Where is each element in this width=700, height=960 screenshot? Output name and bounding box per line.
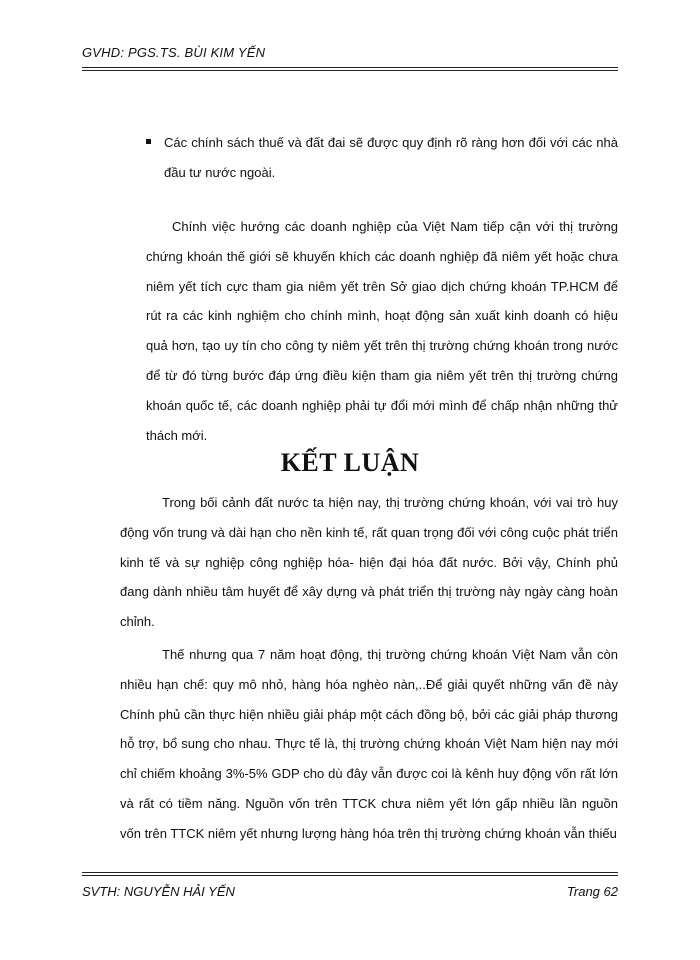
page-header: GVHD: PGS.TS. BÙI KIM YẾN [82, 45, 266, 60]
footer-rule-inner [82, 875, 618, 876]
footer-rule [82, 872, 618, 873]
bullet-text: Các chính sách thuế và đất đai sẽ được quy định rõ ràng hơn đối với các nhà đầu tư nước ngoài. [164, 135, 618, 180]
intro-paragraph: Chính việc hướng các doanh nghiệp của Việt Nam tiếp cận với thị trường chứng khoán thế giới sẽ khuyến khích các doanh nghiệp đã niêm yết hoặc chưa niêm yết tích cực tham gia niêm yết trên Sở giao dịch chứng khoán TP.HCM để rút ra các kinh nghiệm cho chính mình, hoạt động sản xuất kinh doanh có hiệu quả hơn, tạo uy tín cho công ty niêm yết trên thị trường chứng khoán trong nước để từ đó từng bước đáp ứng điều kiện tham gia niêm yết trên thị trường chứng khoán quốc tế, các doanh nghiệp phải tự đổi mới mình để chấp nhận những thử thách mới. [146, 219, 618, 443]
page-number: Trang 62 [566, 884, 618, 899]
footer-author: SVTH: NGUYỄN HẢI YẾN [82, 884, 235, 899]
conclusion-paragraph-1: Trong bối cảnh đất nước ta hiện nay, thị trường chứng khoán, với vai trò huy động vốn trung và dài hạn cho nền kinh tế, rất quan trọng đối với công cuộc phát triển kinh tế và sự nghiệp công nghiệp hóa- hiện đại hóa đất nước. Bởi vậy, Chính phủ đang dành nhiều tâm huyết để xây dựng và phát triển thị trường này ngày càng hoàn chỉnh. [120, 495, 618, 630]
header-rule-inner [82, 70, 618, 71]
list-item [146, 128, 618, 187]
conclusion-paragraph-2: Thế nhưng qua 7 năm hoạt động, thị trường chứng khoán Việt Nam vẫn còn nhiều hạn chế: quy mô nhỏ, hàng hóa nghèo nàn,..Để giải quyết những vấn đề này Chính phủ cần thực hiện nhiều giải pháp một cách đồng bộ, bởi các giải pháp thương hỗ trợ, bổ sung cho nhau. Thực tế là, thị trường chứng khoán Việt Nam hiện nay mới chỉ chiếm khoảng 3%-5% GDP cho dù đây vẫn được coi là kênh huy động vốn rất lớn và rất có tiềm năng. Nguồn vốn trên TTCK chưa niêm yết lớn gấp nhiều lần nguồn vốn trên TTCK niêm yết nhưng lượng hàng hóa trên thị trường chứng khoán vẫn thiếu [120, 646, 618, 841]
header-rule [82, 67, 618, 68]
bullet-icon [146, 139, 151, 144]
section-title: KẾT LUẬN [280, 448, 420, 477]
conclusion-body [120, 488, 618, 849]
bullet-block [146, 128, 618, 187]
